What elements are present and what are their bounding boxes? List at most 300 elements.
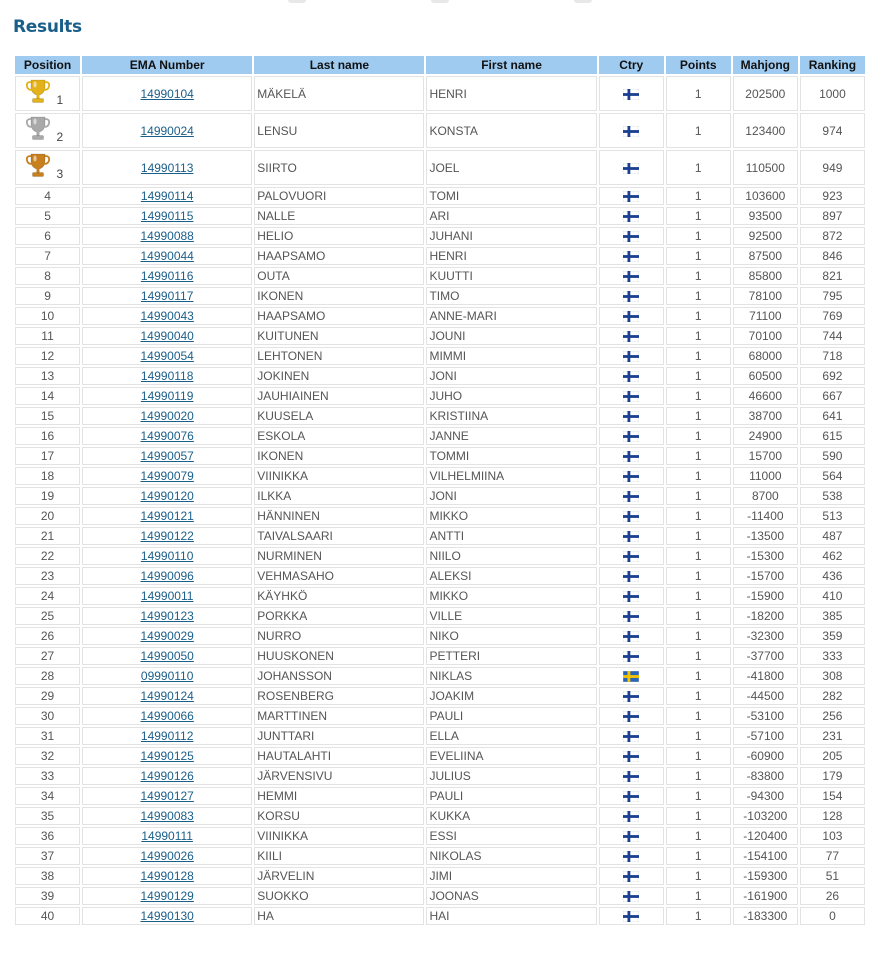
ema-number-link[interactable]: 14990114	[140, 189, 194, 203]
ema-number-cell	[82, 387, 252, 405]
last-name-cell: PALOVUORI	[254, 187, 424, 205]
points-cell: 1	[666, 113, 731, 148]
ema-number-link[interactable]: 14990020	[140, 409, 194, 423]
ema-number-cell	[82, 487, 252, 505]
finland-flag-icon	[623, 911, 639, 922]
ema-number-link[interactable]: 14990121	[140, 509, 194, 523]
finland-flag-icon	[623, 451, 639, 462]
table-row	[15, 407, 865, 425]
position-cell: 32	[15, 747, 80, 765]
position-cell: 33	[15, 767, 80, 785]
mahjong-cell: 85800	[733, 267, 798, 285]
mahjong-cell: 123400	[733, 113, 798, 148]
points-cell: 1	[666, 387, 731, 405]
ema-number-cell	[82, 367, 252, 385]
position-cell: 38	[15, 867, 80, 885]
ranking-cell: 846	[800, 247, 865, 265]
last-name-cell: HA	[254, 907, 424, 925]
position-cell: 13	[15, 367, 80, 385]
ranking-cell: 308	[800, 667, 865, 685]
ema-number-link[interactable]: 14990040	[140, 329, 194, 343]
ema-number-link[interactable]: 14990066	[140, 709, 194, 723]
last-name-cell: KUUSELA	[254, 407, 424, 425]
points-cell: 1	[666, 547, 731, 565]
ema-number-link[interactable]: 14990117	[140, 289, 194, 303]
table-row	[15, 267, 865, 285]
mahjong-cell: -41800	[733, 667, 798, 685]
position-cell: 29	[15, 687, 80, 705]
points-cell: 1	[666, 367, 731, 385]
ema-number-link[interactable]: 14990076	[140, 429, 194, 443]
ema-number-link[interactable]: 14990029	[140, 629, 194, 643]
last-name-cell: JÄRVENSIVU	[254, 767, 424, 785]
country-cell	[599, 207, 664, 225]
country-cell	[599, 113, 664, 148]
country-cell	[599, 367, 664, 385]
position-with-trophy	[23, 77, 73, 107]
finland-flag-icon	[623, 391, 639, 402]
position-cell: 7	[15, 247, 80, 265]
position-cell: 24	[15, 587, 80, 605]
first-name-cell: EVELIINA	[426, 747, 596, 765]
country-cell	[599, 347, 664, 365]
last-name-cell: LEHTONEN	[254, 347, 424, 365]
points-cell: 1	[666, 267, 731, 285]
mahjong-cell: -60900	[733, 747, 798, 765]
table-row	[15, 907, 865, 925]
position-cell: 28	[15, 667, 80, 685]
table-row	[15, 76, 865, 111]
ema-number-cell	[82, 687, 252, 705]
last-name-cell: SUOKKO	[254, 887, 424, 905]
position-cell	[15, 113, 80, 148]
country-cell	[599, 527, 664, 545]
first-name-cell: HENRI	[426, 247, 596, 265]
last-name-cell: HAAPSAMO	[254, 307, 424, 325]
finland-flag-icon	[623, 311, 639, 322]
ema-number-link[interactable]: 14990118	[140, 369, 194, 383]
first-name-cell: TOMI	[426, 187, 596, 205]
last-name-cell: HEMMI	[254, 787, 424, 805]
finland-flag-icon	[623, 191, 639, 202]
table-row	[15, 867, 865, 885]
mahjong-cell: -32300	[733, 627, 798, 645]
ema-number-cell	[82, 747, 252, 765]
last-name-cell: HÄNNINEN	[254, 507, 424, 525]
mahjong-cell: -103200	[733, 807, 798, 825]
finland-flag-icon	[623, 891, 639, 902]
header-country: Ctry	[599, 56, 664, 74]
position-cell: 10	[15, 307, 80, 325]
points-cell: 1	[666, 207, 731, 225]
ema-number-cell	[82, 227, 252, 245]
finland-flag-icon	[623, 731, 639, 742]
ema-number-link[interactable]: 14990044	[140, 249, 194, 263]
country-cell	[599, 267, 664, 285]
ranking-cell: 385	[800, 607, 865, 625]
ema-number-cell	[82, 847, 252, 865]
last-name-cell: MARTTINEN	[254, 707, 424, 725]
page-title: Results	[13, 17, 82, 37]
ema-number-link[interactable]: 14990110	[140, 549, 194, 563]
finland-flag-icon	[623, 351, 639, 362]
first-name-cell: ALEKSI	[426, 567, 596, 585]
position-cell: 21	[15, 527, 80, 545]
finland-flag-icon	[623, 251, 639, 262]
points-cell: 1	[666, 407, 731, 425]
table-row	[15, 727, 865, 745]
finland-flag-icon	[623, 511, 639, 522]
table-row	[15, 467, 865, 485]
points-cell: 1	[666, 227, 731, 245]
mahjong-cell: -159300	[733, 867, 798, 885]
last-name-cell: LENSU	[254, 113, 424, 148]
ranking-cell: 1000	[800, 76, 865, 111]
position-cell: 36	[15, 827, 80, 845]
finland-flag-icon	[623, 371, 639, 382]
ema-number-link[interactable]: 14990104	[140, 86, 194, 101]
mahjong-cell: -13500	[733, 527, 798, 545]
last-name-cell: NURRO	[254, 627, 424, 645]
ranking-cell: 103	[800, 827, 865, 845]
ema-number-cell	[82, 647, 252, 665]
ranking-cell: 462	[800, 547, 865, 565]
ema-number-cell	[82, 150, 252, 185]
mahjong-cell: 70100	[733, 327, 798, 345]
finland-flag-icon	[623, 791, 639, 802]
ema-number-cell	[82, 867, 252, 885]
ranking-cell: 949	[800, 150, 865, 185]
ema-number-link[interactable]: 14990111	[141, 829, 193, 843]
table-row	[15, 207, 865, 225]
ema-number-cell	[82, 567, 252, 585]
last-name-cell: ROSENBERG	[254, 687, 424, 705]
finland-flag-icon	[623, 831, 639, 842]
ranking-cell: 718	[800, 347, 865, 365]
last-name-cell: KÄYHKÖ	[254, 587, 424, 605]
ema-number-cell	[82, 267, 252, 285]
ranking-cell: 615	[800, 427, 865, 445]
ema-number-link[interactable]: 14990125	[140, 749, 194, 763]
points-cell: 1	[666, 327, 731, 345]
country-cell	[599, 287, 664, 305]
finland-flag-icon	[623, 211, 639, 222]
points-cell: 1	[666, 647, 731, 665]
country-cell	[599, 587, 664, 605]
points-cell: 1	[666, 707, 731, 725]
table-row	[15, 707, 865, 725]
finland-flag-icon	[623, 751, 639, 762]
position-with-trophy	[23, 151, 73, 181]
mahjong-cell: -57100	[733, 727, 798, 745]
first-name-cell: JULIUS	[426, 767, 596, 785]
first-name-cell: ESSI	[426, 827, 596, 845]
last-name-cell: KORSU	[254, 807, 424, 825]
ranking-cell: 513	[800, 507, 865, 525]
table-row	[15, 847, 865, 865]
finland-flag-icon	[623, 631, 639, 642]
points-cell: 1	[666, 587, 731, 605]
table-row	[15, 113, 865, 148]
ema-number-cell	[82, 113, 252, 148]
finland-flag-icon	[623, 691, 639, 702]
position-cell: 8	[15, 267, 80, 285]
ema-number-link[interactable]: 14990120	[140, 489, 194, 503]
points-cell: 1	[666, 150, 731, 185]
country-cell	[599, 707, 664, 725]
mahjong-cell: 8700	[733, 487, 798, 505]
decoration-fragment	[574, 0, 592, 3]
ema-number-link[interactable]: 14990054	[140, 349, 194, 363]
points-cell: 1	[666, 287, 731, 305]
ema-number-link[interactable]: 09990110	[140, 669, 194, 683]
points-cell: 1	[666, 527, 731, 545]
last-name-cell: HUUSKONEN	[254, 647, 424, 665]
country-cell	[599, 547, 664, 565]
first-name-cell: KRISTIINA	[426, 407, 596, 425]
ranking-cell: 26	[800, 887, 865, 905]
ema-number-link[interactable]: 14990024	[140, 123, 194, 138]
ema-number-link[interactable]: 14990130	[140, 909, 194, 923]
points-cell: 1	[666, 567, 731, 585]
ranking-cell: 128	[800, 807, 865, 825]
finland-flag-icon	[623, 851, 639, 862]
first-name-cell: MIKKO	[426, 587, 596, 605]
last-name-cell: JUNTTARI	[254, 727, 424, 745]
position-cell: 25	[15, 607, 80, 625]
country-cell	[599, 627, 664, 645]
position-cell: 11	[15, 327, 80, 345]
ema-number-link[interactable]: 14990043	[140, 309, 194, 323]
table-row	[15, 807, 865, 825]
points-cell: 1	[666, 667, 731, 685]
ema-number-link[interactable]: 14990129	[140, 889, 194, 903]
position-cell: 37	[15, 847, 80, 865]
table-row	[15, 447, 865, 465]
ranking-cell: 359	[800, 627, 865, 645]
country-cell	[599, 867, 664, 885]
ranking-cell: 821	[800, 267, 865, 285]
ema-number-link[interactable]: 14990123	[140, 609, 194, 623]
header-last-name: Last name	[254, 56, 424, 74]
ema-number-link[interactable]: 14990119	[140, 389, 194, 403]
finland-flag-icon	[623, 431, 639, 442]
ema-number-link[interactable]: 14990026	[140, 849, 194, 863]
finland-flag-icon	[623, 611, 639, 622]
table-row	[15, 787, 865, 805]
mahjong-cell: 15700	[733, 447, 798, 465]
mahjong-cell: 110500	[733, 150, 798, 185]
ema-number-cell	[82, 547, 252, 565]
table-row	[15, 307, 865, 325]
first-name-cell: JOUNI	[426, 327, 596, 345]
country-cell	[599, 76, 664, 111]
table-row	[15, 367, 865, 385]
points-cell: 1	[666, 307, 731, 325]
ema-number-link[interactable]: 14990050	[140, 649, 194, 663]
position-cell: 9	[15, 287, 80, 305]
position-cell: 23	[15, 567, 80, 585]
country-cell	[599, 607, 664, 625]
top-decoration	[0, 0, 875, 6]
first-name-cell: JOONAS	[426, 887, 596, 905]
ranking-cell: 51	[800, 867, 865, 885]
first-name-cell: NIKO	[426, 627, 596, 645]
sweden-flag-icon	[623, 671, 639, 682]
ema-number-cell	[82, 247, 252, 265]
position-cell	[15, 150, 80, 185]
finland-flag-icon	[623, 711, 639, 722]
ema-number-link[interactable]: 14990122	[140, 529, 194, 543]
finland-flag-icon	[623, 531, 639, 542]
last-name-cell: IKONEN	[254, 287, 424, 305]
first-name-cell: HENRI	[426, 76, 596, 111]
finland-flag-icon	[623, 651, 639, 662]
ema-number-cell	[82, 347, 252, 365]
table-row	[15, 347, 865, 365]
last-name-cell: JÄRVELIN	[254, 867, 424, 885]
table-row	[15, 150, 865, 185]
ema-number-cell	[82, 727, 252, 745]
position-cell: 27	[15, 647, 80, 665]
table-row	[15, 567, 865, 585]
position-cell: 19	[15, 487, 80, 505]
table-row	[15, 747, 865, 765]
mahjong-cell: 24900	[733, 427, 798, 445]
mahjong-cell: 38700	[733, 407, 798, 425]
ema-number-link[interactable]: 14990116	[140, 269, 194, 283]
first-name-cell: VILHELMIINA	[426, 467, 596, 485]
ranking-cell: 410	[800, 587, 865, 605]
ema-number-link[interactable]: 14990128	[140, 869, 194, 883]
country-cell	[599, 907, 664, 925]
ranking-cell: 769	[800, 307, 865, 325]
mahjong-cell: 71100	[733, 307, 798, 325]
mahjong-cell: 78100	[733, 287, 798, 305]
results-table	[13, 54, 867, 927]
finland-flag-icon	[623, 411, 639, 422]
ranking-cell: 564	[800, 467, 865, 485]
ema-number-link[interactable]: 14990124	[140, 689, 194, 703]
country-cell	[599, 327, 664, 345]
table-row	[15, 427, 865, 445]
ema-number-link[interactable]: 14990079	[140, 469, 194, 483]
ranking-cell: 641	[800, 407, 865, 425]
first-name-cell: NIKOLAS	[426, 847, 596, 865]
points-cell: 1	[666, 867, 731, 885]
mahjong-cell: -37700	[733, 647, 798, 665]
position-with-trophy	[23, 114, 73, 144]
decoration-fragment	[431, 0, 449, 3]
mahjong-cell: 68000	[733, 347, 798, 365]
finland-flag-icon	[623, 331, 639, 342]
first-name-cell: JUHO	[426, 387, 596, 405]
ranking-cell: 231	[800, 727, 865, 745]
first-name-cell: JIMI	[426, 867, 596, 885]
first-name-cell: NIILO	[426, 547, 596, 565]
position-cell: 26	[15, 627, 80, 645]
position-cell: 30	[15, 707, 80, 725]
last-name-cell: HAAPSAMO	[254, 247, 424, 265]
first-name-cell: TIMO	[426, 287, 596, 305]
mahjong-cell: -15700	[733, 567, 798, 585]
ema-number-cell	[82, 607, 252, 625]
finland-flag-icon	[623, 811, 639, 822]
country-cell	[599, 647, 664, 665]
first-name-cell: TOMMI	[426, 447, 596, 465]
points-cell: 1	[666, 347, 731, 365]
ranking-cell: 256	[800, 707, 865, 725]
last-name-cell: MÄKELÄ	[254, 76, 424, 111]
ranking-cell: 179	[800, 767, 865, 785]
last-name-cell: JOKINEN	[254, 367, 424, 385]
ema-number-link[interactable]: 14990112	[140, 729, 194, 743]
ranking-cell: 282	[800, 687, 865, 705]
ema-number-cell	[82, 187, 252, 205]
points-cell: 1	[666, 827, 731, 845]
points-cell: 1	[666, 507, 731, 525]
ema-number-link[interactable]: 14990126	[140, 769, 194, 783]
ema-number-link[interactable]: 14990127	[140, 789, 194, 803]
ema-number-cell	[82, 207, 252, 225]
points-cell: 1	[666, 727, 731, 745]
ema-number-link[interactable]: 14990011	[140, 589, 194, 603]
country-cell	[599, 307, 664, 325]
table-row	[15, 767, 865, 785]
first-name-cell: JOAKIM	[426, 687, 596, 705]
finland-flag-icon	[623, 271, 639, 282]
table-row	[15, 607, 865, 625]
ema-number-link[interactable]: 14990096	[140, 569, 194, 583]
position-number: 3	[56, 167, 64, 181]
header-position: Position	[15, 56, 80, 74]
first-name-cell: PAULI	[426, 787, 596, 805]
ranking-cell: 872	[800, 227, 865, 245]
last-name-cell: JAUHIAINEN	[254, 387, 424, 405]
ema-number-link[interactable]: 14990057	[140, 449, 194, 463]
country-cell	[599, 467, 664, 485]
mahjong-cell: 11000	[733, 467, 798, 485]
table-row	[15, 827, 865, 845]
table-row	[15, 627, 865, 645]
country-cell	[599, 187, 664, 205]
country-cell	[599, 150, 664, 185]
points-cell: 1	[666, 247, 731, 265]
ema-number-link[interactable]: 14990113	[140, 160, 194, 175]
position-cell: 22	[15, 547, 80, 565]
ema-number-link[interactable]: 14990115	[140, 209, 194, 223]
ema-number-link[interactable]: 14990088	[140, 229, 194, 243]
table-row	[15, 687, 865, 705]
mahjong-cell: -18200	[733, 607, 798, 625]
last-name-cell: PORKKA	[254, 607, 424, 625]
finland-flag-icon	[623, 551, 639, 562]
ema-number-cell	[82, 627, 252, 645]
table-row	[15, 507, 865, 525]
ema-number-cell	[82, 76, 252, 111]
table-row	[15, 287, 865, 305]
mahjong-cell: 103600	[733, 187, 798, 205]
country-cell	[599, 767, 664, 785]
points-cell: 1	[666, 887, 731, 905]
ranking-cell: 692	[800, 367, 865, 385]
ema-number-cell	[82, 767, 252, 785]
last-name-cell: SIIRTO	[254, 150, 424, 185]
position-cell: 16	[15, 427, 80, 445]
points-cell: 1	[666, 467, 731, 485]
ema-number-link[interactable]: 14990083	[140, 809, 194, 823]
position-cell: 39	[15, 887, 80, 905]
